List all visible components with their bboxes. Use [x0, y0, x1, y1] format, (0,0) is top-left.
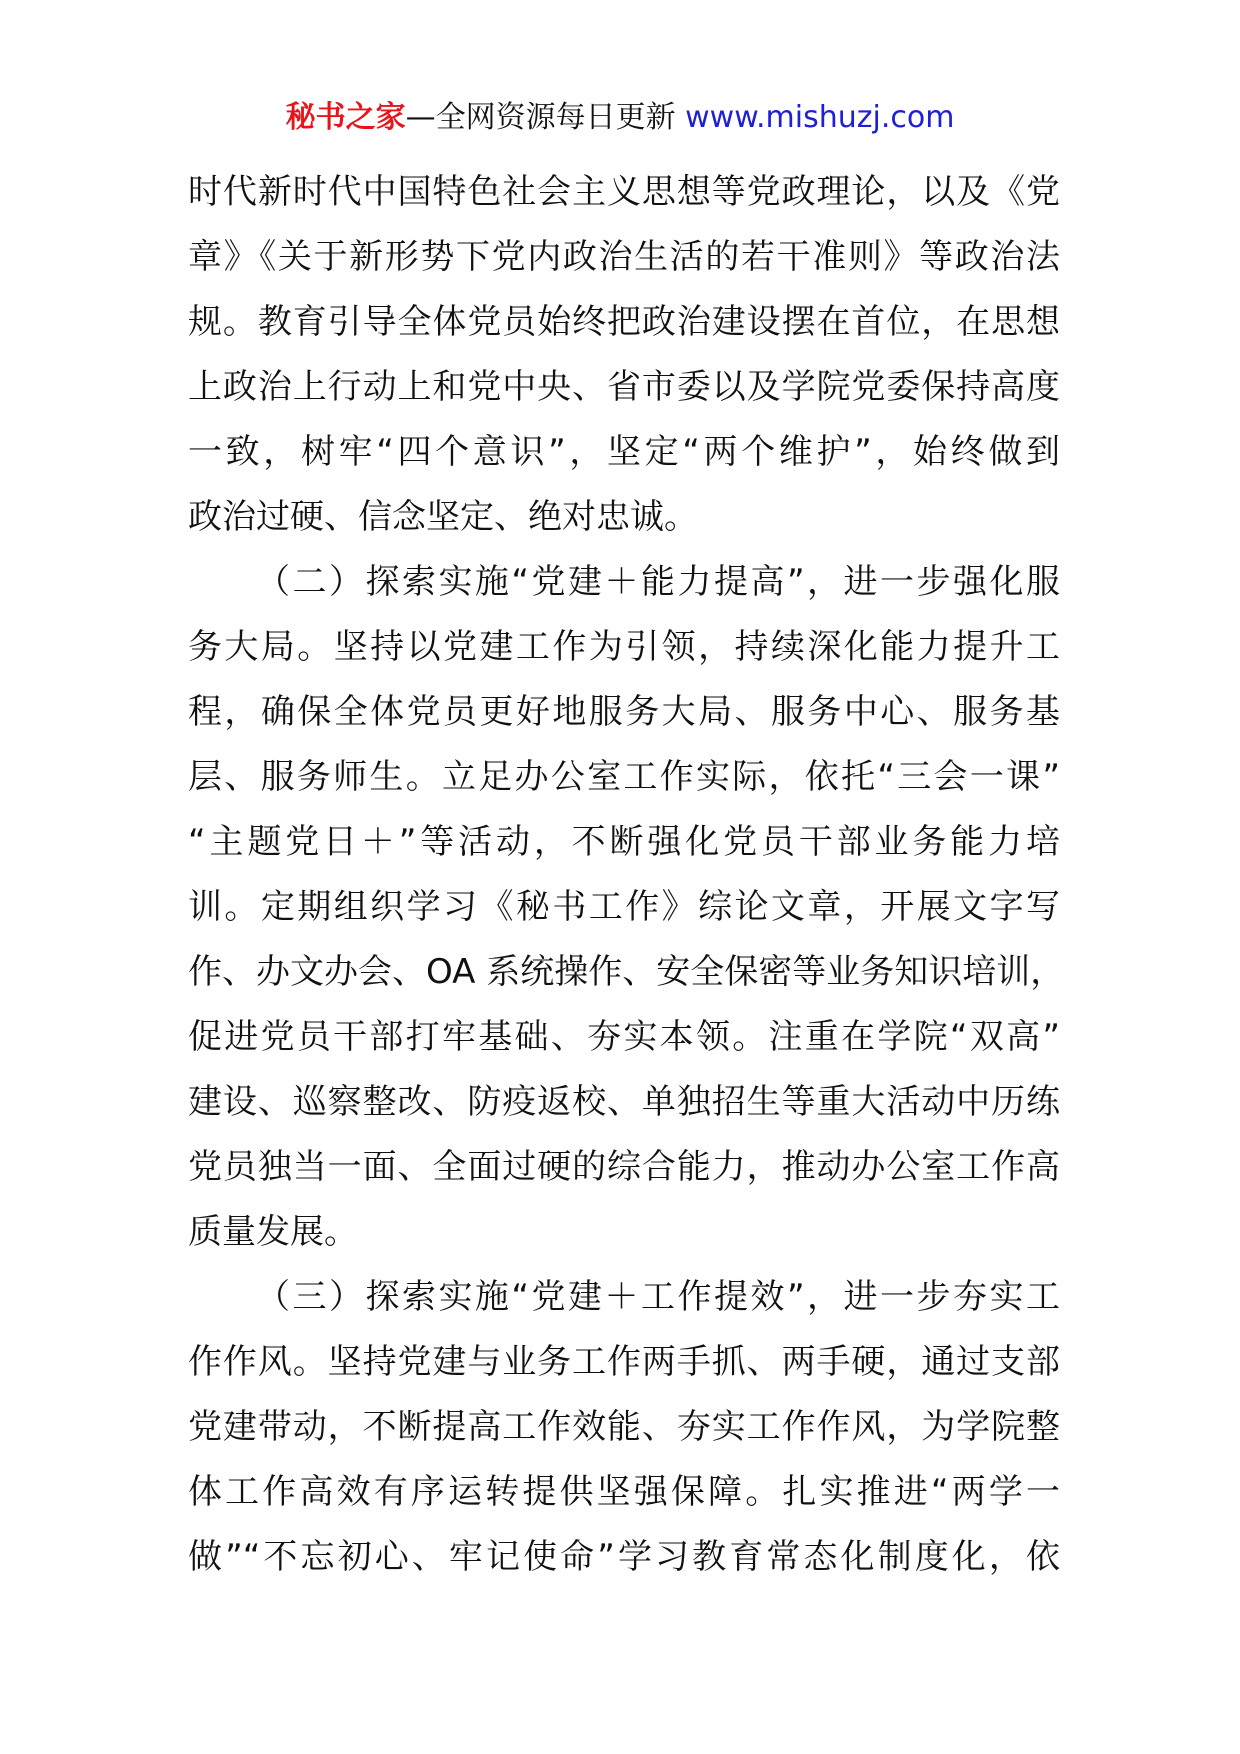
text-line: 程，确保全体党员更好地服务大局、服务中心、服务基	[188, 692, 1060, 732]
text-line: 层、服务师生。立足办公室工作实际，依托“三会一课”	[188, 757, 1060, 797]
text-line: 促进党员干部打牢基础、夯实本领。注重在学院“双高”	[188, 1017, 1060, 1057]
paragraph	[188, 550, 1065, 1265]
text-line: 作作风。坚持党建与业务工作两手抓、两手硬，通过支部	[188, 1342, 1060, 1382]
header-slogan: —全网资源每日更新	[405, 100, 676, 135]
text-line: 规。教育引导全体党员始终把政治建设摆在首位，在思想	[188, 302, 1060, 342]
paragraph	[188, 160, 1060, 550]
brand-name: 秘书之家	[285, 100, 406, 135]
text-line: 作、办文办会、OA 系统操作、安全保密等业务知识培训，	[188, 952, 1065, 992]
text-line: 质量发展。	[188, 1212, 358, 1252]
text-line: 务大局。坚持以党建工作为引领，持续深化能力提升工	[188, 627, 1060, 667]
text-line: 体工作高效有序运转提供坚强保障。扎实推进“两学一	[188, 1472, 1060, 1512]
text-line: 党建带动，不断提高工作效能、夯实工作作风，为学院整	[188, 1407, 1060, 1447]
text-line: 建设、巡察整改、防疫返校、单独招生等重大活动中历练	[188, 1082, 1060, 1122]
text-line: 做”“不忘初心、牢记使命”学习教育常态化制度化，依	[188, 1537, 1060, 1577]
text-line: 训。定期组织学习《秘书工作》综论文章，开展文字写	[188, 887, 1060, 927]
document-body	[188, 160, 1065, 1590]
text-line: （三）探索实施“党建＋工作提效”，进一步夯实工	[256, 1277, 1060, 1317]
page-header	[0, 98, 1240, 138]
text-line: 时代新时代中国特色社会主义思想等党政理论，以及《党	[188, 172, 1060, 212]
text-line: （二）探索实施“党建＋能力提高”，进一步强化服	[256, 562, 1060, 602]
text-line: 章》《关于新形势下党内政治生活的若干准则》等政治法	[188, 237, 1060, 277]
text-line: 一致，树牢“四个意识”，坚定“两个维护”，始终做到	[188, 432, 1060, 472]
text-line: “主题党日＋”等活动，不断强化党员干部业务能力培	[188, 822, 1060, 862]
text-line: 政治过硬、信念坚定、绝对忠诚。	[188, 497, 698, 537]
text-line: 党员独当一面、全面过硬的综合能力，推动办公室工作高	[188, 1147, 1060, 1187]
text-line: 上政治上行动上和党中央、省市委以及学院党委保持高度	[188, 367, 1060, 407]
paragraph	[188, 1265, 1060, 1590]
header-url[interactable]: www.mishuzj.com	[685, 100, 955, 135]
